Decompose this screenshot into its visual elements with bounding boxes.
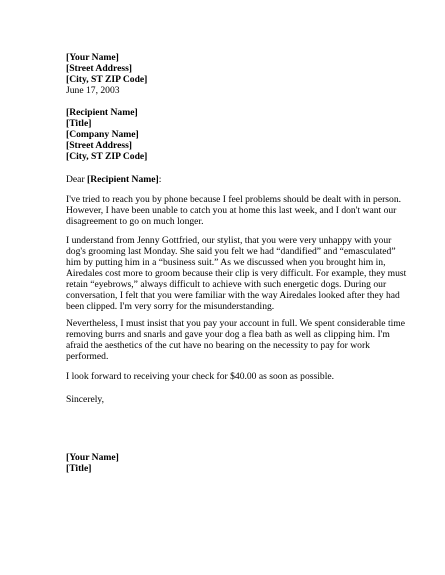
salutation — [66, 174, 161, 185]
letter-date: June 17, 2003 — [66, 85, 120, 96]
signature-name: [Your Name] — [66, 452, 119, 463]
salutation-prefix: Dear — [66, 174, 88, 185]
recipient-address-block — [66, 107, 147, 162]
paragraph-line: Nevertheless, I must insist that you pay your account in full. We spent considerable time — [66, 318, 406, 329]
closing-text: Sincerely, — [66, 394, 105, 405]
body-paragraph-2 — [66, 235, 407, 312]
paragraph-line: conversation, I felt that you were familiar with the way Airedales looked after they had — [66, 290, 400, 301]
paragraph-line: performed. — [66, 351, 109, 362]
recipient-street: [Street Address] — [66, 140, 132, 151]
sender-address-block — [66, 52, 147, 96]
paragraph-line: Airedales cost more to groom because their clip is very difficult. For example, they must — [66, 268, 407, 279]
body-paragraph-4 — [66, 371, 396, 382]
paragraph-line: him by putting him in a “business suit.” As we discussed when you brought him in, — [66, 257, 386, 268]
recipient-title: [Title] — [66, 118, 92, 129]
sender-street: [Street Address] — [66, 63, 132, 74]
signature-title: [Title] — [66, 463, 92, 474]
paragraph-line: disagreement to go on much longer. — [66, 216, 204, 227]
closing — [66, 394, 104, 405]
sender-name: [Your Name] — [66, 52, 119, 63]
paragraph-line: I look forward to receiving your check for $40.00 as soon as possible. — [66, 371, 335, 382]
paragraph-line: However, I have been unable to catch you at home this last week, and I don't want our — [66, 205, 397, 216]
salutation-name: [Recipient Name] — [87, 174, 159, 185]
paragraph-line: removing burrs and snarls and gave your dog a flea bath as well as clipping him. I'm — [66, 329, 390, 340]
recipient-city: [City, ST ZIP Code] — [66, 151, 148, 162]
salutation-suffix: : — [158, 174, 162, 185]
paragraph-line: retain “eyebrows,” always difficult to achieve with such energetic dogs. During our — [66, 279, 387, 290]
sender-city: [City, ST ZIP Code] — [66, 74, 148, 85]
paragraph-line: I've tried to reach you by phone because I feel problems should be dealt with in person. — [66, 194, 402, 205]
body-paragraph-3 — [66, 318, 406, 362]
paragraph-line: I understand from Jenny Gottfried, our stylist, that you were very unhappy with your — [66, 235, 392, 246]
paragraph-line: afraid the aesthetics of the cut have no bearing on the necessity to pay for work — [66, 340, 370, 351]
recipient-name: [Recipient Name] — [66, 107, 138, 118]
body-paragraph-1 — [66, 194, 402, 227]
signature-block — [66, 452, 119, 474]
paragraph-line: dog's grooming last Monday. She said you felt we had “dandified” and “emasculated” — [66, 246, 396, 257]
paragraph-line: been clipped. I'm very sorry for the misunderstanding. — [66, 301, 275, 312]
recipient-company: [Company Name] — [66, 129, 139, 140]
